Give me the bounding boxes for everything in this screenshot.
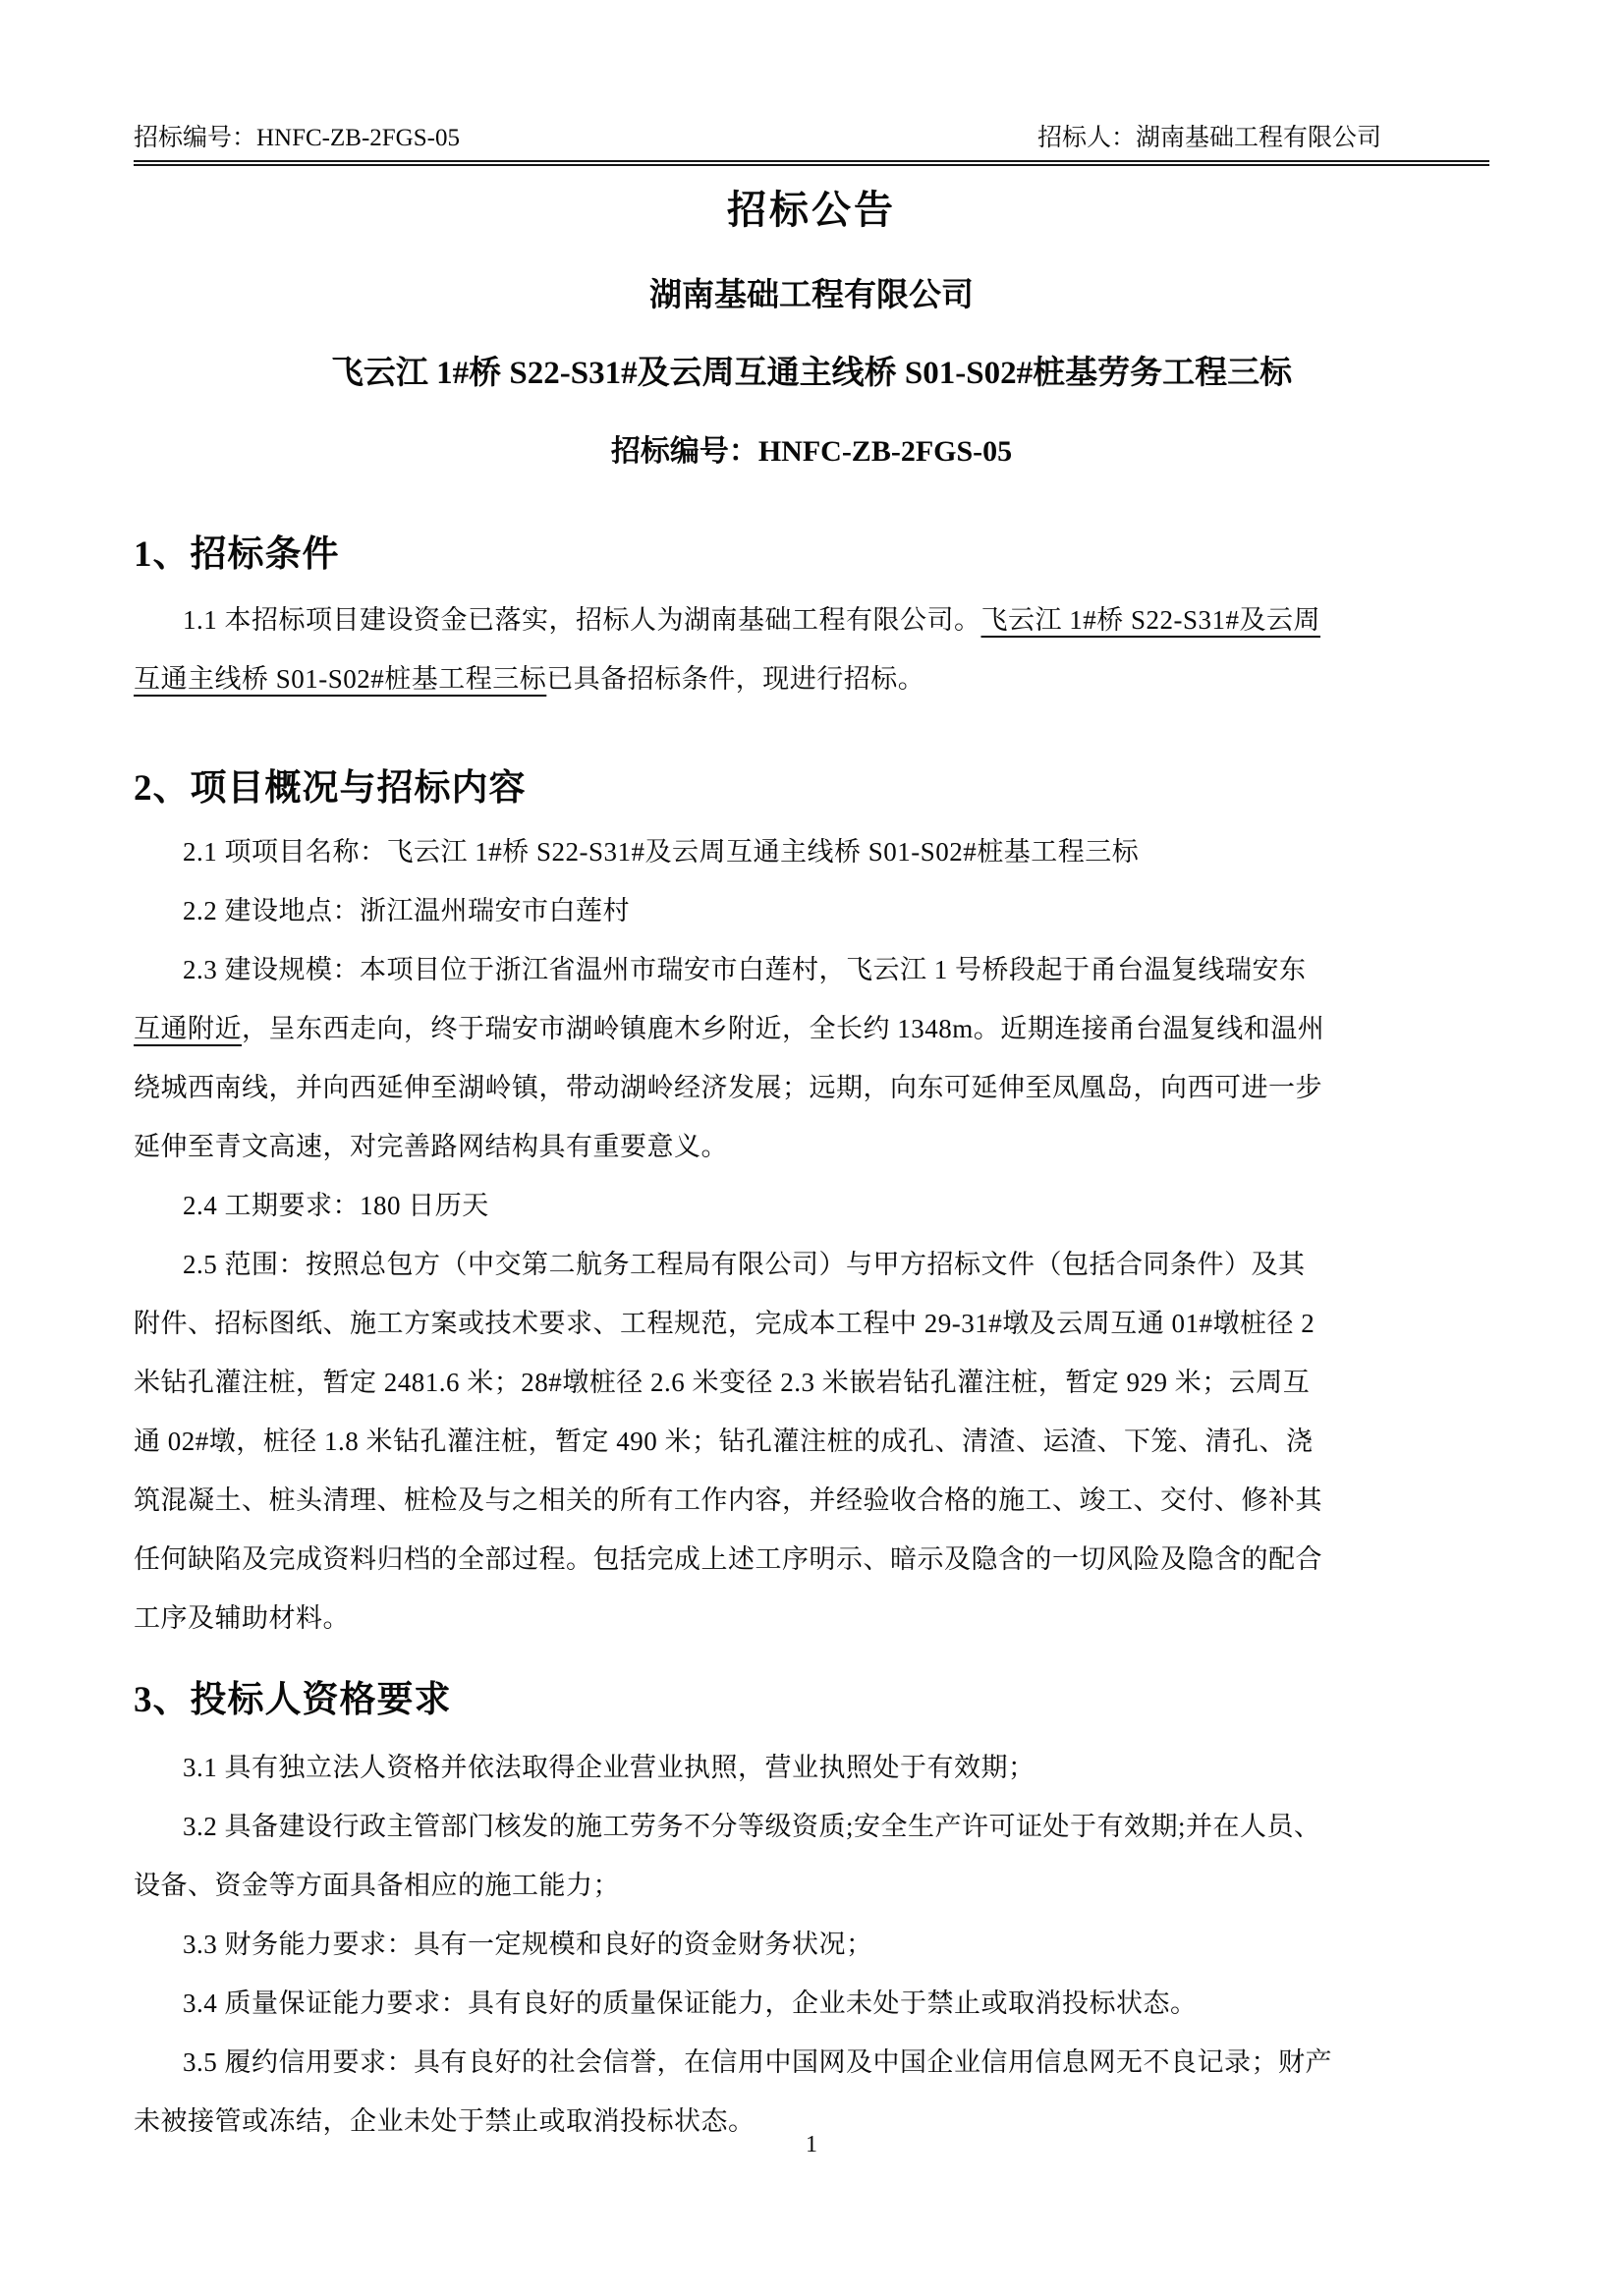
project-title: 飞云江 1#桥 S22-S31#及云周互通主线桥 S01-S02#桩基劳务工程三标 [330, 356, 1293, 391]
underlined-text: 互通主线桥 S01-S02#桩基工程三标 [134, 664, 547, 694]
text-run: 筑混凝土、桩头清理、桩检及与之相关的所有工作内容，并经验收合格的施工、竣工、交付、修补其 [134, 1485, 1322, 1515]
text-line [134, 1797, 1489, 1856]
text-line [134, 881, 1489, 940]
running-header [134, 0, 1489, 153]
text-run: 3.5 履约信用要求：具有良好的社会信誉，在信用中国网及中国企业信用信息网无不良记录；财产 [183, 2047, 1332, 2077]
text-run: 2.2 建设地点：浙江温州瑞安市白莲村 [183, 896, 630, 925]
text-line [134, 1471, 1489, 1530]
underlined-text: 互通附近 [134, 1014, 242, 1043]
text-line [134, 1235, 1489, 1294]
text-line [134, 999, 1489, 1058]
section-heading: 1、招标条件 [134, 534, 340, 575]
text-run: 3.1 具有独立法人资格并依法取得企业营业执照，营业执照处于有效期； [183, 1753, 1035, 1782]
text-run: 工序及辅助材料。 [134, 1603, 350, 1633]
text-line [134, 590, 1489, 649]
section-body [134, 1738, 1489, 2151]
text-run: 1.1 本招标项目建设资金已落实，招标人为湖南基础工程有限公司。 [183, 605, 981, 635]
text-run: 2.5 范围：按照总包方（中交第二航务工程局有限公司）与甲方招标文件（包括合同条件）及其 [183, 1250, 1306, 1279]
section-heading: 3、投标人资格要求 [134, 1680, 452, 1720]
text-line [134, 1856, 1489, 1915]
text-run: 延伸至青文高速，对完善路网结构具有重要意义。 [134, 1132, 728, 1161]
header-tenderer: 招标人：湖南基础工程有限公司 [1036, 125, 1381, 151]
section-body [134, 822, 1489, 1648]
paragraph [134, 590, 1489, 708]
text-line [134, 1117, 1489, 1176]
text-line [134, 1412, 1489, 1471]
text-line [134, 822, 1489, 881]
text-run: 绕城西南线，并向西延伸至湖岭镇，带动湖岭经济发展；远期，向东可延伸至凤凰岛，向西可进一步 [134, 1073, 1322, 1102]
section-body [134, 590, 1489, 708]
page-number: 1 [806, 2132, 817, 2157]
section-tender-conditions [134, 532, 1489, 708]
text-line [134, 1974, 1489, 2033]
paragraph [134, 822, 1489, 881]
text-line [134, 1058, 1489, 1117]
text-run: 附件、招标图纸、施工方案或技术要求、工程规范，完成本工程中 29-31#墩及云周互通 01#墩桩径 2 [134, 1309, 1315, 1338]
text-run: 3.2 具备建设行政主管部门核发的施工劳务不分等级资质;安全生产许可证处于有效期;并在人员、 [183, 1812, 1321, 1841]
company-title: 湖南基础工程有限公司 [649, 278, 974, 313]
underlined-text: 飞云江 1#桥 S22-S31#及云周 [980, 605, 1321, 635]
section-heading: 2、项目概况与招标内容 [134, 768, 527, 809]
text-line [134, 1915, 1489, 1974]
text-run: 通 02#墩，桩径 1.8 米钻孔灌注桩，暂定 490 米；钻孔灌注桩的成孔、清渣、运渣、下笼、清孔、浇 [134, 1427, 1314, 1456]
paragraph [134, 1176, 1489, 1235]
tender-number-title: 招标编号：HNFC-ZB-2FGS-05 [610, 435, 1013, 468]
text-line [134, 1589, 1489, 1648]
text-run: 已具备招标条件，现进行招标。 [546, 664, 925, 694]
paragraph [134, 881, 1489, 940]
text-run: 3.3 财务能力要求：具有一定规模和良好的资金财务状况； [183, 1930, 873, 1959]
text-line [134, 1738, 1489, 1797]
section-bidder-qualifications [134, 1677, 1489, 2151]
paragraph [134, 1235, 1489, 1648]
text-run: 2.4 工期要求：180 日历天 [183, 1191, 489, 1220]
header-divider [134, 160, 1489, 166]
document-title: 招标公告 [727, 188, 896, 232]
text-run: 2.3 建设规模：本项目位于浙江省温州市瑞安市白莲村，飞云江 1 号桥段起于甬台温复线瑞安东 [183, 955, 1307, 984]
header-tender-number: 招标编号：HNFC-ZB-2FGS-05 [134, 125, 460, 151]
paragraph [134, 1915, 1489, 1974]
text-run: 米钻孔灌注桩，暂定 2481.6 米；28#墩桩径 2.6 米变径 2.3 米嵌岩钻孔灌注桩，暂定 929 米；云周互 [134, 1368, 1311, 1397]
text-line [134, 2033, 1489, 2092]
text-line [134, 940, 1489, 999]
text-line [134, 1530, 1489, 1589]
text-run: 设备、资金等方面具备相应的施工能力； [134, 1871, 620, 1900]
paragraph [134, 1738, 1489, 1797]
paragraph [134, 1797, 1489, 1915]
section-project-overview [134, 765, 1489, 1648]
text-run: ，呈东西走向，终于瑞安市湖岭镇鹿木乡附近，全长约 1348m。近期连接甬台温复线和温州 [242, 1014, 1325, 1043]
text-run: 未被接管或冻结，企业未处于禁止或取消投标状态。 [134, 2106, 756, 2136]
text-run: 任何缺陷及完成资料归档的全部过程。包括完成上述工序明示、暗示及隐含的一切风险及隐含的配合 [134, 1544, 1322, 1574]
text-line [134, 1353, 1489, 1412]
text-line [134, 649, 1489, 708]
paragraph [134, 940, 1489, 1176]
text-line [134, 1176, 1489, 1235]
text-run: 2.1 项项目名称：飞云江 1#桥 S22-S31#及云周互通主线桥 S01-S02#桩基工程三标 [183, 837, 1140, 867]
text-run: 3.4 质量保证能力要求：具有良好的质量保证能力，企业未处于禁止或取消投标状态。 [183, 1988, 1198, 2018]
text-line [134, 1294, 1489, 1353]
paragraph [134, 1974, 1489, 2033]
